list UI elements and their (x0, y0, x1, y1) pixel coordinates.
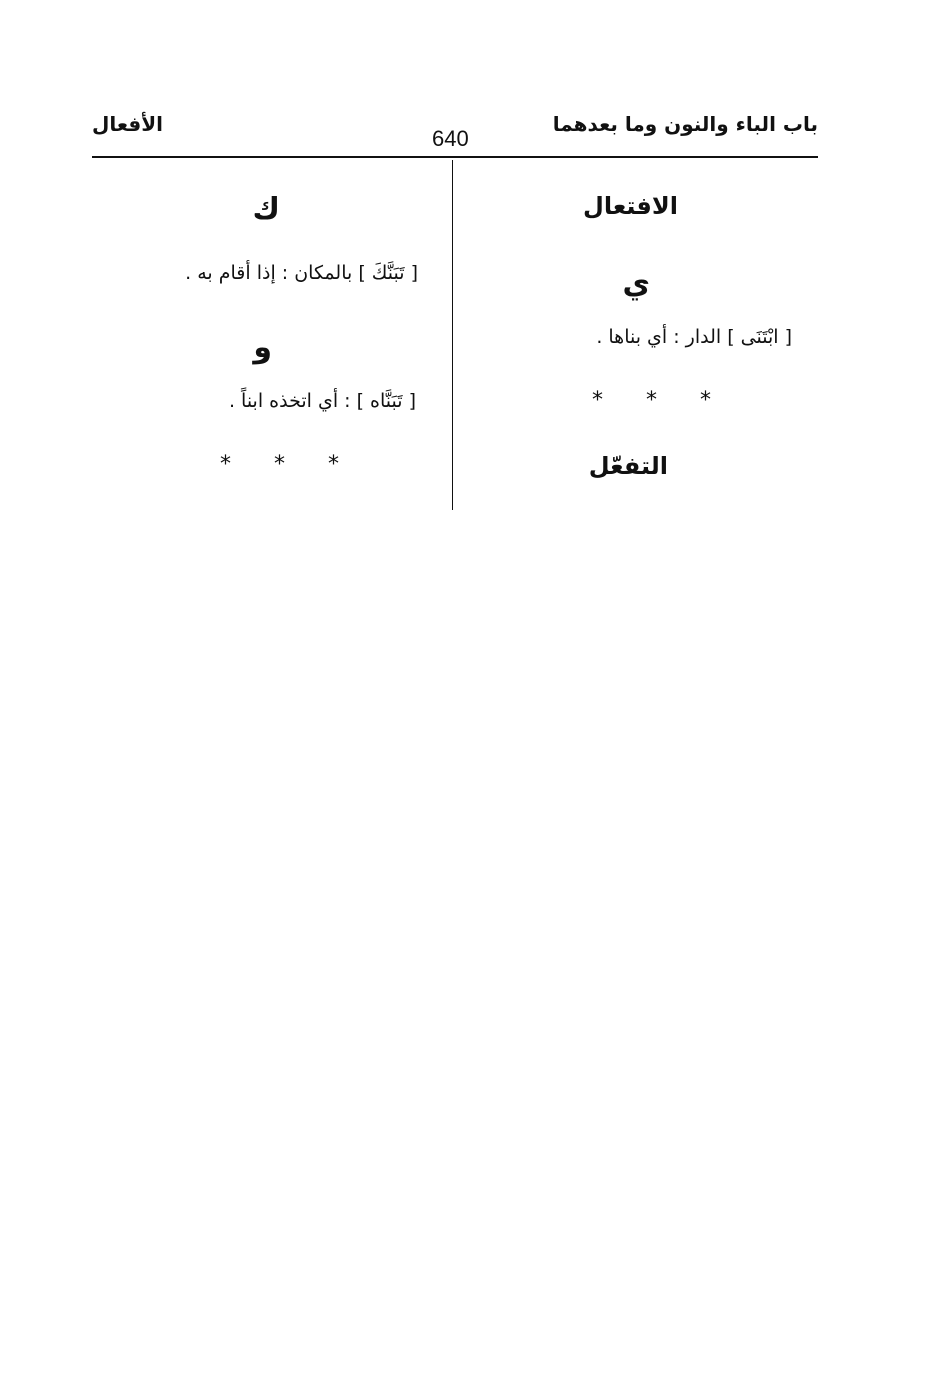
entry-tabannahu: [ تَبَنَّاه ] : أي اتخذه ابناً . (228, 390, 416, 412)
letter-kaf: ك (252, 192, 280, 227)
header-rule (92, 156, 818, 158)
page-number: 640 (432, 126, 469, 151)
heading-tafaul: التفعّل (588, 452, 668, 480)
column-divider (452, 160, 453, 510)
heading-iftial: الافتعال (583, 192, 678, 220)
section-separator-left: * * * (220, 452, 357, 477)
letter-ya: ي (622, 266, 650, 301)
section-title: الأفعال (92, 112, 163, 136)
entry-ibtana: [ ابْتَنَى ] الدار : أي بناها . (596, 326, 792, 348)
entry-tabannaka: [ تَبَنَّكَ ] بالمكان : إذا أقام به . (185, 262, 418, 284)
section-separator-right: * * * (592, 388, 729, 413)
letter-waw: و (253, 330, 272, 365)
chapter-title: باب الباء والنون وما بعدهما (552, 112, 818, 136)
